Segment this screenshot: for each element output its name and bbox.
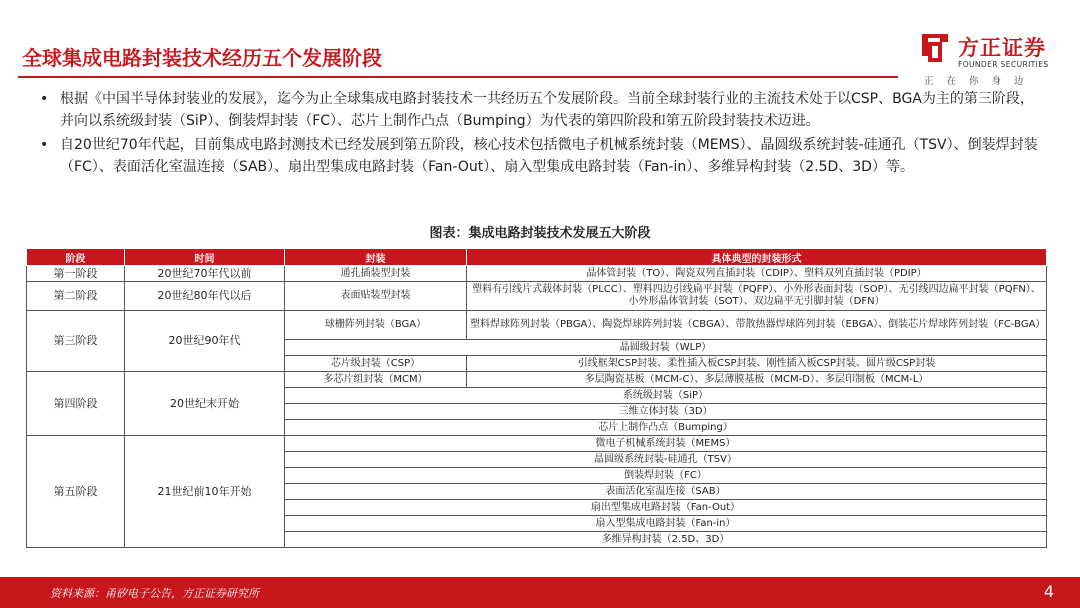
forms-cell: 多层陶瓷基板（MCM-C）、多层薄膜基板（MCM-D）、多层印制板（MCM-L） — [467, 372, 1047, 388]
column-header-package: 封装 — [285, 249, 467, 266]
table-caption: 图表：集成电路封装技术发展五大阶段 — [429, 226, 651, 241]
package-cell: 芯片上制作凸点（Bumping） — [285, 420, 1047, 436]
period-cell: 20世纪80年代以后 — [125, 282, 285, 311]
package-cell: 多芯片组封装（MCM） — [285, 372, 467, 388]
period-cell: 20世纪90年代 — [125, 311, 285, 372]
packaging-stages-table — [26, 248, 1047, 548]
stage-cell: 第一阶段 — [27, 266, 125, 282]
founder-logo-icon — [918, 30, 952, 64]
package-cell: 芯片级封装（CSP） — [285, 356, 467, 372]
stage-cell: 第二阶段 — [27, 282, 125, 311]
logo-text: 方正证券 — [958, 36, 1046, 60]
period-cell: 20世纪末开始 — [125, 372, 285, 436]
forms-cell: 塑料焊球阵列封装（PBGA）、陶瓷焊球阵列封装（CBGA）、带散热器焊球阵列封装（EBGA）、倒装芯片焊球阵列封装（FC-BGA） — [467, 311, 1047, 340]
logo-english-text: FOUNDER SECURITIES — [958, 60, 1049, 69]
forms-cell: 晶体管封装（TO）、陶瓷双列直插封装（CDIP）、塑料双列直插封装（PDIP） — [467, 266, 1047, 282]
bullet-item: • 根据《中国半导体封装业的发展》，迄今为止全球集成电路封装技术一共经历五个发展阶段。当前全球封装行业的主流技术处于以CSP、BGA为主的第三阶段，并向以系统级封装（SiP）、倒装焊封装（FC）、芯片上制作凸点（Bumping）为代表的第四阶段和第五阶段封装技术迈进。 — [40, 88, 1040, 132]
period-cell: 20世纪70年代以前 — [125, 266, 285, 282]
package-cell: 系统级封装（SiP） — [285, 388, 1047, 404]
package-cell: 表面活化室温连接（SAB） — [285, 484, 1047, 500]
column-header-period: 时间 — [125, 249, 285, 266]
company-logo — [918, 30, 1058, 86]
package-cell: 三维立体封装（3D） — [285, 404, 1047, 420]
package-cell: 扇入型集成电路封装（Fan-in） — [285, 516, 1047, 532]
table-row — [27, 266, 1047, 282]
table-header-row — [27, 249, 1047, 266]
column-header-forms: 具体典型的封装形式 — [467, 249, 1047, 266]
package-cell: 多维异构封装（2.5D、3D） — [285, 532, 1047, 548]
stage-cell: 第四阶段 — [27, 372, 125, 436]
package-cell: 通孔插装型封装 — [285, 266, 467, 282]
table-row — [27, 436, 1047, 452]
source-note: 资料来源：甬矽电子公告，方正证券研究所 — [50, 587, 259, 600]
package-cell: 扇出型集成电路封装（Fan-Out） — [285, 500, 1047, 516]
package-cell: 晶圆级封装（WLP） — [285, 340, 1047, 356]
page-title: 全球集成电路封装技术经历五个发展阶段 — [22, 46, 382, 70]
bullet-list — [40, 88, 1040, 180]
package-cell: 微电子机械系统封装（MEMS） — [285, 436, 1047, 452]
forms-cell: 引线框架CSP封装、柔性插入板CSP封装、刚性插入板CSP封装、圆片级CSP封装 — [467, 356, 1047, 372]
page-number: 4 — [1043, 582, 1054, 601]
package-cell: 倒装焊封装（FC） — [285, 468, 1047, 484]
bullet-item: • 自20世纪70年代起，目前集成电路封测技术已经发展到第五阶段，核心技术包括微电子机械系统封装（MEMS）、晶圆级系统封装-硅通孔（TSV）、倒装焊封装（FC）、表面活化室温连接（SAB）、扇出型集成电路封装（Fan-Out）、扇入型集成电路封装（Fan-in）、多维异构封装（2.5D、3D）等。 — [40, 134, 1040, 178]
package-cell: 球栅阵列封装（BGA） — [285, 311, 467, 340]
column-header-stage: 阶段 — [27, 249, 125, 266]
forms-cell: 塑料有引线片式载体封装（PLCC）、塑料四边引线扁平封装（PQFP）、小外形表面封装（SOP）、无引线四边扁平封装（PQFN）、小外形晶体管封装（SOT）、双边扁平无引脚封装（DFN） — [467, 282, 1047, 311]
logo-slogan: 正在你身边 — [924, 76, 1037, 87]
table-row — [27, 311, 1047, 340]
stage-cell: 第三阶段 — [27, 311, 125, 372]
package-cell: 晶圆级系统封装-硅通孔（TSV） — [285, 452, 1047, 468]
title-divider — [18, 76, 898, 78]
table-row — [27, 372, 1047, 388]
package-cell: 表面贴装型封装 — [285, 282, 467, 311]
period-cell: 21世纪前10年开始 — [125, 436, 285, 548]
stage-cell: 第五阶段 — [27, 436, 125, 548]
table-row — [27, 282, 1047, 311]
